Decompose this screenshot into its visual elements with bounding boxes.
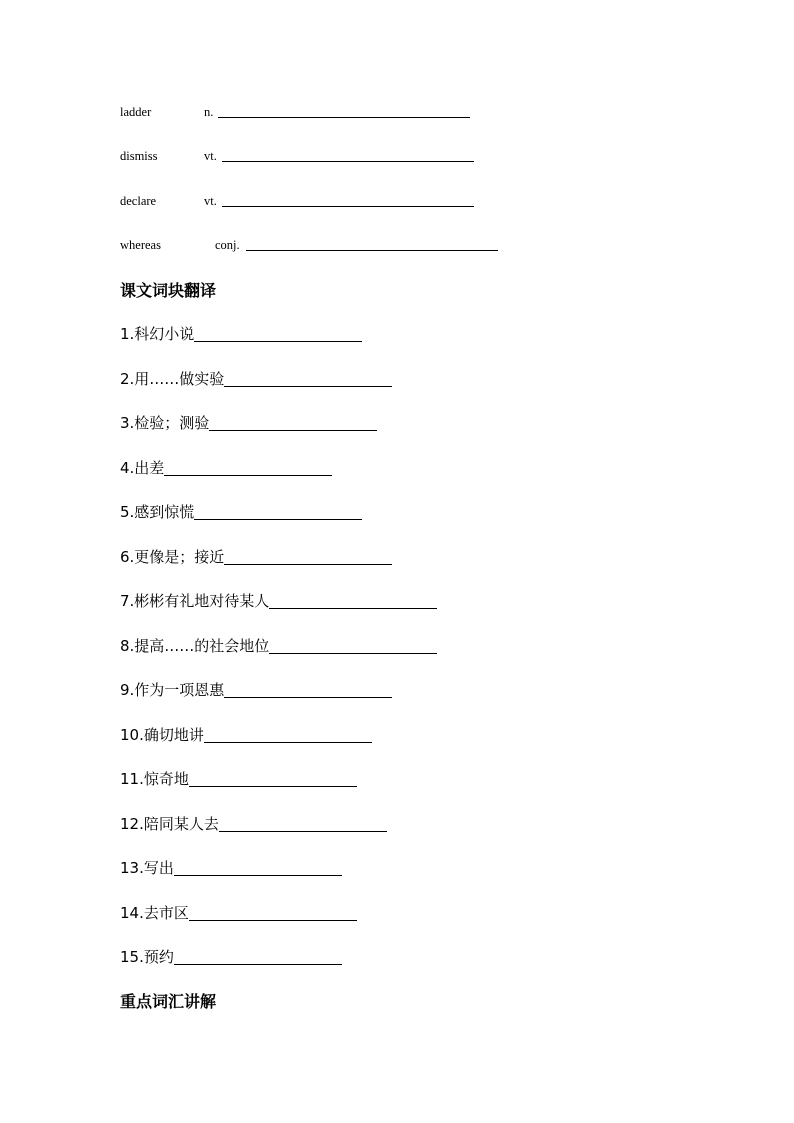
answer-blank[interactable] [204,724,372,743]
phrase-text: 11.惊奇地 [120,770,189,788]
answer-blank[interactable] [194,323,362,342]
answer-blank[interactable] [189,902,357,921]
phrase-item [120,635,437,657]
phrase-text: 14.去市区 [120,904,189,922]
phrase-item [120,368,392,390]
vocab-row [120,102,480,122]
phrase-item [120,323,362,345]
answer-blank[interactable] [269,590,437,609]
section-title-translation: 课文词块翻译 [120,281,217,300]
answer-blank[interactable] [224,679,392,698]
answer-blank[interactable] [246,250,498,251]
answer-blank[interactable] [174,857,342,876]
phrase-text: 15.预约 [120,948,174,966]
vocab-row [120,235,500,255]
phrase-text: 2.用……做实验 [120,370,225,388]
answer-blank[interactable] [209,412,377,431]
vocab-row [120,146,480,166]
phrase-text: 10.确切地讲 [120,726,204,744]
answer-blank[interactable] [224,546,392,565]
phrase-item [120,946,342,968]
phrase-text: 4.出差 [120,459,165,477]
phrase-text: 1.科幻小说 [120,325,195,343]
phrase-item [120,902,357,924]
phrase-item [120,501,362,523]
section-title-vocab-explain: 重点词汇讲解 [120,992,217,1011]
phrase-item [120,679,392,701]
phrase-text: 8.提高……的社会地位 [120,637,270,655]
phrase-item [120,724,372,746]
answer-blank[interactable] [189,768,357,787]
answer-blank[interactable] [164,457,332,476]
answer-blank[interactable] [269,635,437,654]
answer-blank[interactable] [222,161,474,162]
phrase-item [120,412,377,434]
phrase-text: 3.检验；测验 [120,414,210,432]
phrase-text: 12.陪同某人去 [120,815,219,833]
vocab-pos: n. [204,105,214,119]
vocab-word: declare [120,194,157,208]
vocab-word: ladder [120,105,152,119]
phrase-item [120,857,342,879]
answer-blank[interactable] [218,117,470,118]
phrase-text: 5.感到惊慌 [120,503,195,521]
phrase-item [120,813,387,835]
answer-blank[interactable] [219,813,387,832]
phrase-item [120,546,392,568]
vocab-word: dismiss [120,149,158,163]
phrase-text: 13.写出 [120,859,174,877]
vocab-pos: vt. [204,149,217,163]
phrase-text: 6.更像是；接近 [120,548,225,566]
phrase-text: 7.彬彬有礼地对待某人 [120,592,270,610]
answer-blank[interactable] [174,946,342,965]
vocab-word: whereas [120,238,161,252]
answer-blank[interactable] [194,501,362,520]
phrase-item [120,590,437,612]
answer-blank[interactable] [222,206,474,207]
vocab-row [120,191,480,211]
vocab-pos: conj. [215,238,240,252]
phrase-item [120,768,357,790]
vocab-pos: vt. [204,194,217,208]
phrase-text: 9.作为一项恩惠 [120,681,225,699]
answer-blank[interactable] [224,368,392,387]
phrase-item [120,457,332,479]
